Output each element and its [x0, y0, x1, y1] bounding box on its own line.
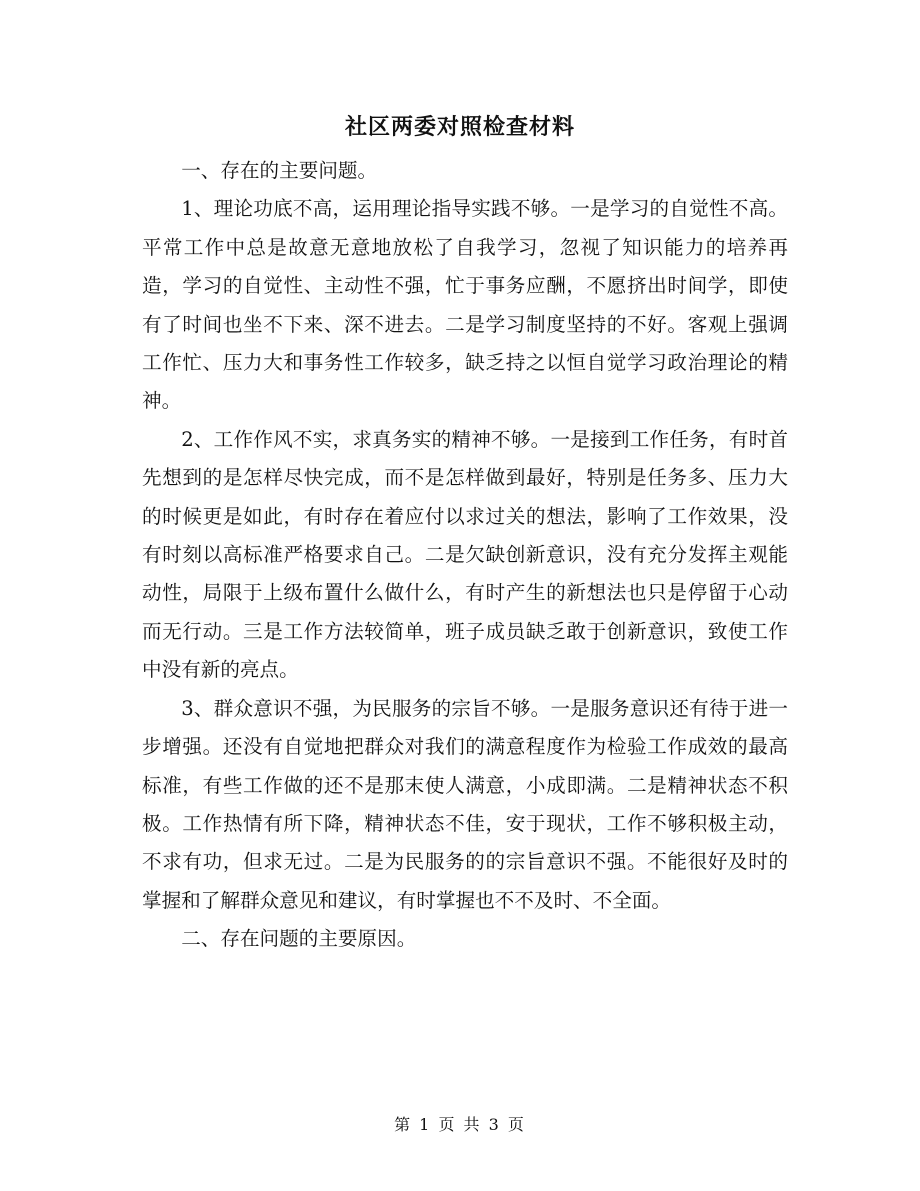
paragraph-theory: 1、理论功底不高，运用理论指导实践不够。一是学习的自觉性不高。平常工作中总是故意无意地放松了自我学习，忽视了知识能力的培养再造，学习的自觉性、主动性不强，忙于事务应酬，不愿挤出时间学，即使有了时间也坐不下来、深不进去。二是学习制度坚持的不好。客观上强调工作忙、压力大和事务性工作较多，缺乏持之以恒自觉学习政治理论的精神。 [142, 197, 788, 413]
document-body [142, 152, 788, 959]
paragraph-work-style: 2、工作作风不实，求真务实的精神不够。一是接到工作任务，有时首先想到的是怎样尽快完成，而不是怎样做到最好，特别是任务多、压力大的时候更是如此，有时存在着应付以求过关的想法，影响了工作效果，没有时刻以高标准严格要求自己。二是欠缺创新意识，没有充分发挥主观能动性，局限于上级布置什么做什么，有时产生的新想法也只是停留于心动而无行动。三是工作方法较简单，班子成员缺乏敢于创新意识，致使工作中没有新的亮点。 [142, 427, 788, 682]
document-title: 社区两委对照检查材料 [344, 114, 575, 140]
section-heading-causes: 二、存在问题的主要原因。 [181, 927, 417, 951]
section-heading-problems: 一、存在的主要问题。 [181, 159, 378, 182]
page-footer: 第 1 页 共 3 页 [394, 1115, 526, 1134]
paragraph-mass-awareness: 3、群众意识不强，为民服务的宗旨不够。一是服务意识还有待于进一步增强。还没有自觉地把群众对我们的满意程度作为检验工作成效的最高标准，有些工作做的还不是那末使人满意，小成即满。二是精神状态不积极。工作热情有所下降，精神状态不佳，安于现状，工作不够积极主动，不求有功，但求无过。二是为民服务的的宗旨意识不强。不能很好及时的掌握和了解群众意见和建议，有时掌握也不不及时、不全面。 [142, 696, 788, 912]
